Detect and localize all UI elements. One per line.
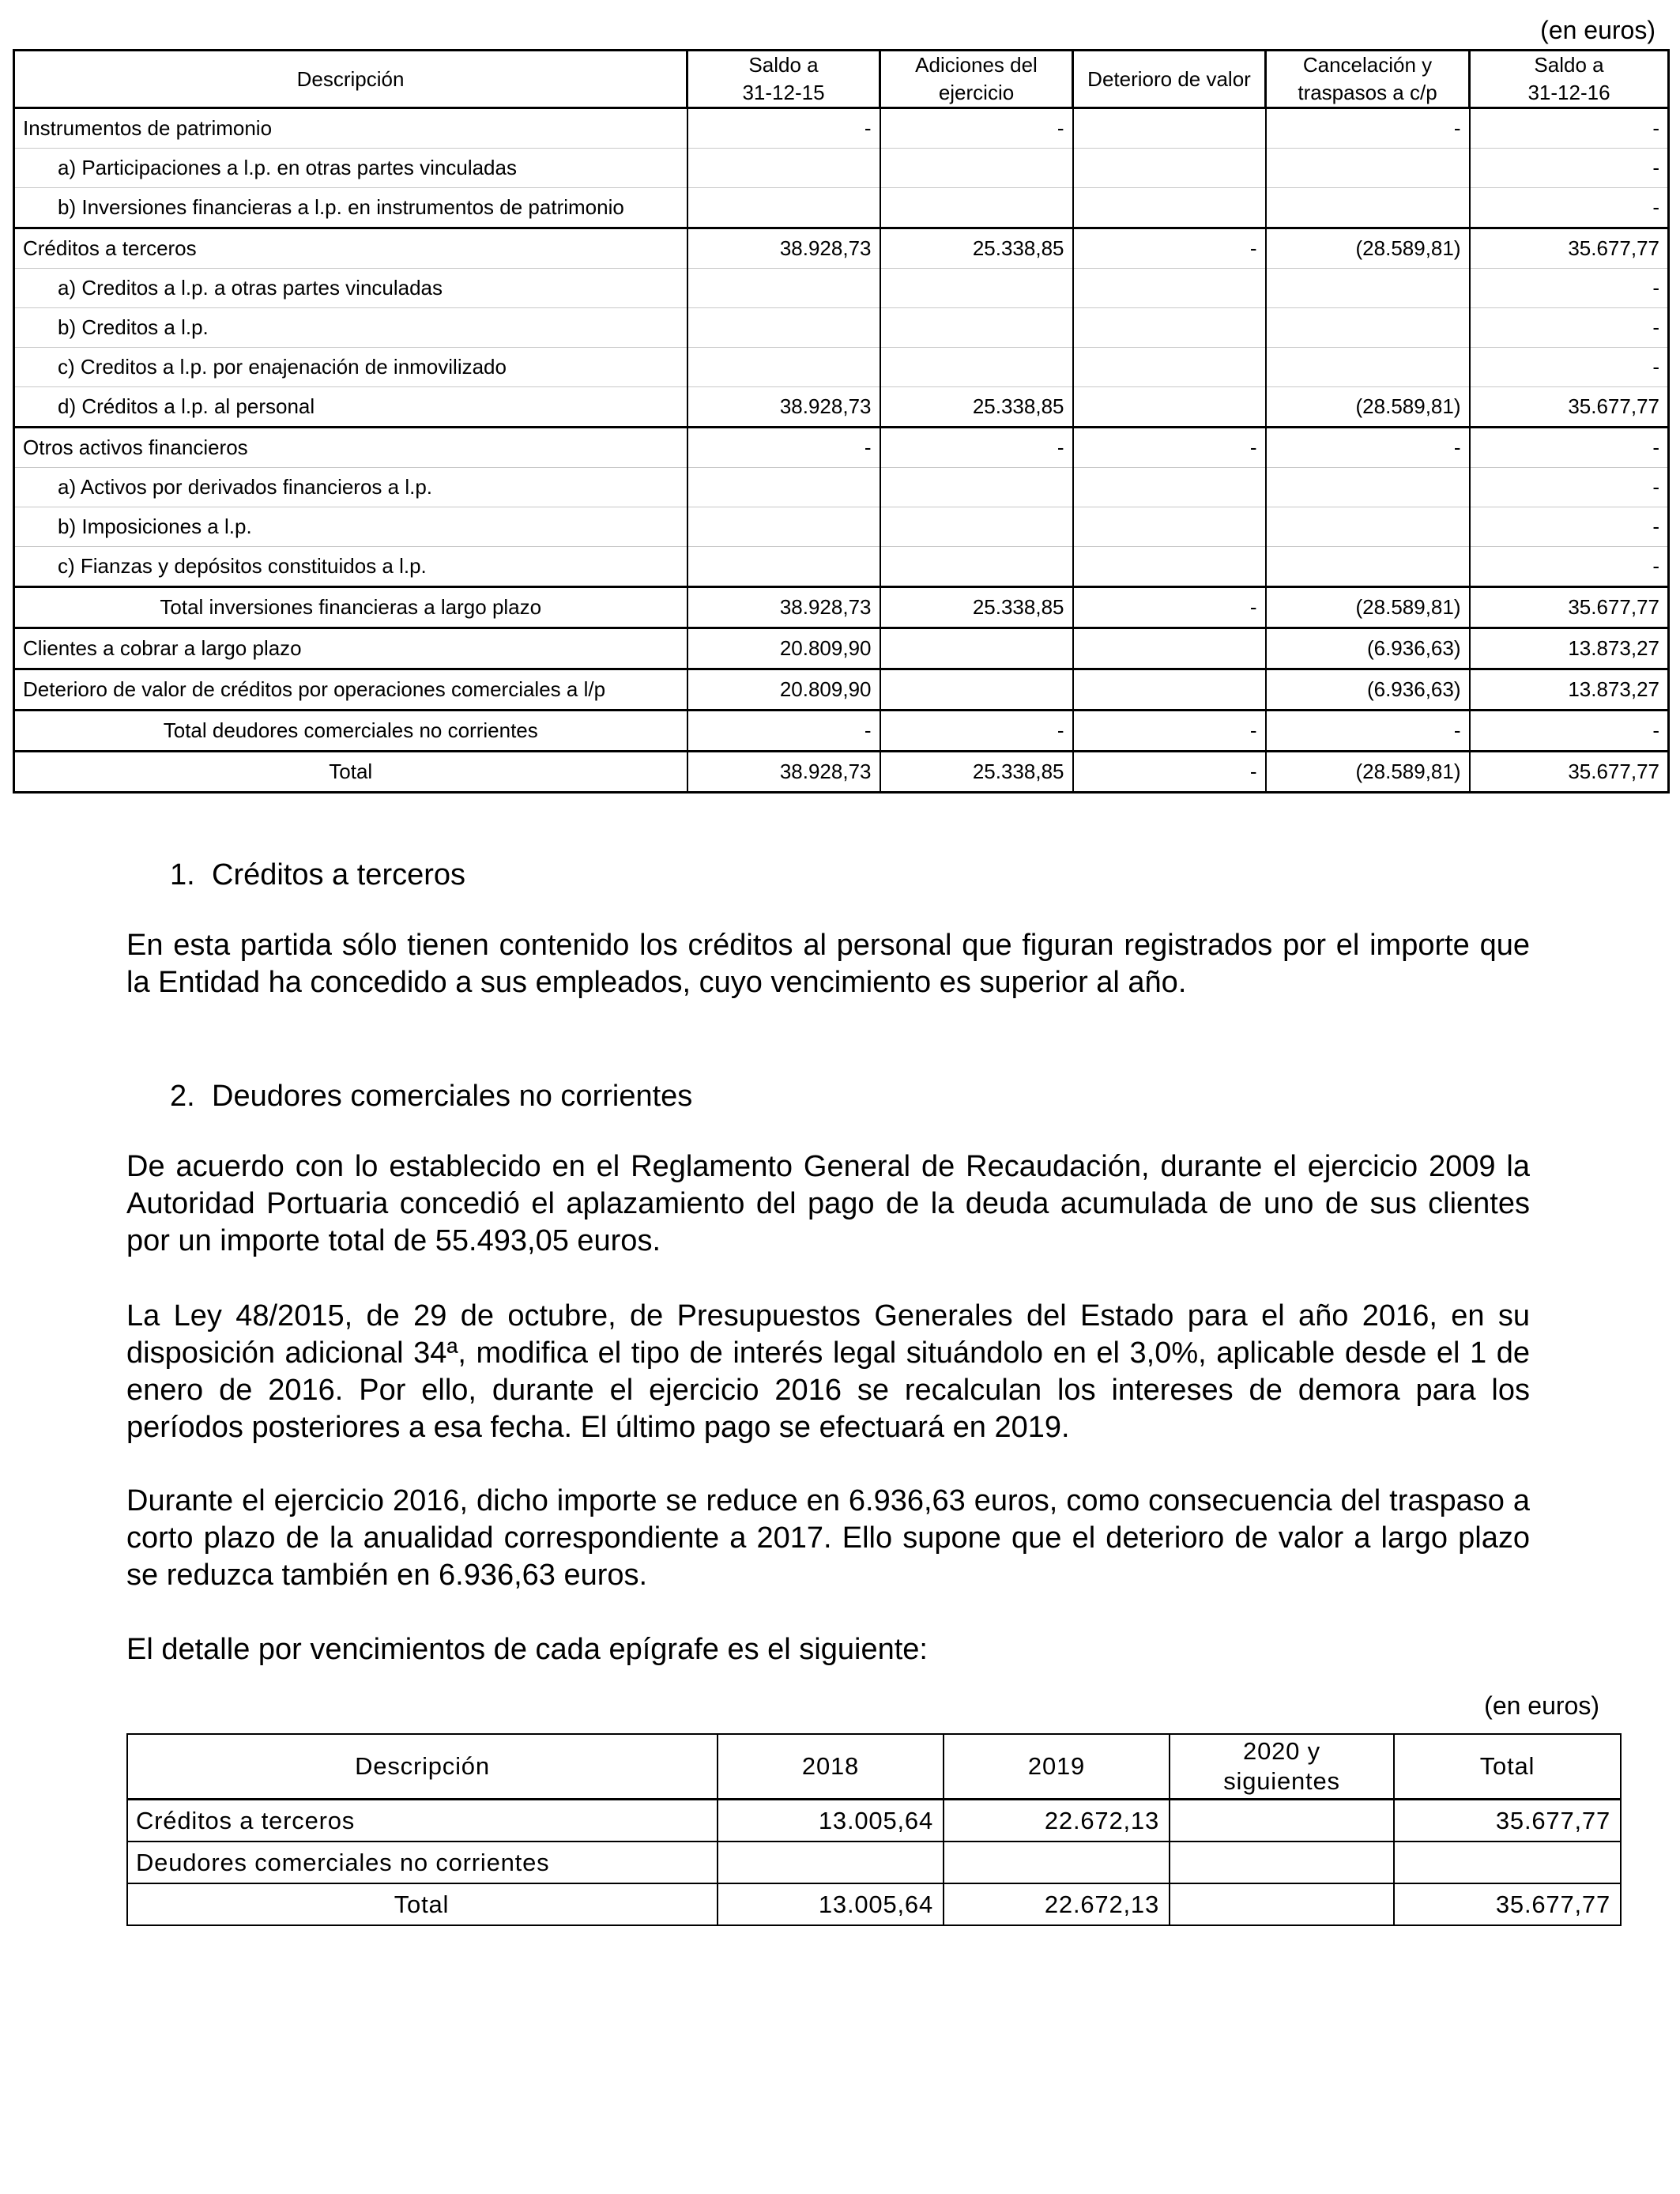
row-value: (6.936,63) <box>1266 669 1470 711</box>
row-value <box>880 149 1073 188</box>
row-description: d) Créditos a l.p. al personal <box>14 387 687 428</box>
row-value: - <box>1470 547 1669 587</box>
row-description: Total <box>14 752 687 793</box>
row-value: - <box>1073 428 1266 468</box>
table-row <box>127 1883 1621 1925</box>
row-value <box>1266 468 1470 507</box>
row-value: 13.873,27 <box>1470 628 1669 669</box>
row-value: - <box>1470 149 1669 188</box>
row-value: 25.338,85 <box>880 387 1073 428</box>
row-value: (28.589,81) <box>1266 587 1470 628</box>
row-description: Instrumentos de patrimonio <box>14 108 687 149</box>
table-row <box>14 628 1669 669</box>
row-value: - <box>1073 752 1266 793</box>
row-value <box>880 507 1073 547</box>
row-description: Deterioro de valor de créditos por operaciones comerciales a l/p <box>14 669 687 711</box>
row-value: - <box>687 108 880 149</box>
section2-paragraph-4: El detalle por vencimientos de cada epígrafe es el siguiente: <box>126 1633 928 1666</box>
row-value: 35.677,77 <box>1394 1800 1621 1842</box>
row-value: (28.589,81) <box>1266 752 1470 793</box>
row-value: 25.338,85 <box>880 228 1073 269</box>
row-value: - <box>880 108 1073 149</box>
row-value: 25.338,85 <box>880 587 1073 628</box>
row-value <box>1170 1800 1394 1842</box>
row-description: b) Imposiciones a l.p. <box>14 507 687 547</box>
row-description: c) Creditos a l.p. por enajenación de inmovilizado <box>14 348 687 387</box>
table-row <box>14 108 1669 149</box>
row-value: 35.677,77 <box>1470 228 1669 269</box>
table-row <box>14 428 1669 468</box>
row-value: 35.677,77 <box>1470 387 1669 428</box>
row-value: - <box>1470 188 1669 228</box>
row-value <box>1073 387 1266 428</box>
table-row <box>127 1842 1621 1883</box>
section2-paragraph-3: Durante el ejercicio 2016, dicho importe se reduce en 6.936,63 euros, como consecuencia del traspaso a corto plazo de la anualidad correspondiente a 2017. Ello supone que el deterioro de valor a largo plazo se reduzca también en 6.936,63 euros. <box>126 1484 1530 1592</box>
row-value <box>1073 188 1266 228</box>
row-value: - <box>1470 507 1669 547</box>
row-description: a) Creditos a l.p. a otras partes vinculadas <box>14 269 687 308</box>
row-value <box>880 547 1073 587</box>
section2-heading: 2. Deudores comerciales no corrientes <box>170 1080 693 1113</box>
row-value: 22.672,13 <box>944 1800 1170 1842</box>
header-saldo-inicial: Saldo a 31-12-15 <box>687 51 880 108</box>
header-deterioro: Deterioro de valor <box>1073 51 1266 108</box>
row-value <box>687 348 880 387</box>
row-value <box>1266 348 1470 387</box>
row-value <box>1170 1842 1394 1883</box>
row-value <box>687 269 880 308</box>
row-value: 35.677,77 <box>1394 1883 1621 1925</box>
row-value <box>944 1842 1170 1883</box>
maturity-table <box>126 1733 1622 1926</box>
row-value: - <box>1266 428 1470 468</box>
row-value: - <box>687 428 880 468</box>
table-row <box>14 547 1669 587</box>
row-value <box>687 149 880 188</box>
row-value: (28.589,81) <box>1266 228 1470 269</box>
row-value <box>687 507 880 547</box>
row-description: Total inversiones financieras a largo plazo <box>14 587 687 628</box>
row-value <box>880 188 1073 228</box>
row-value: 13.005,64 <box>718 1883 944 1925</box>
row-value <box>1073 547 1266 587</box>
row-value <box>1073 507 1266 547</box>
row-description: a) Activos por derivados financieros a l.p. <box>14 468 687 507</box>
row-description: b) Creditos a l.p. <box>14 308 687 348</box>
row-value: - <box>1073 228 1266 269</box>
table-row <box>14 387 1669 428</box>
table-row <box>14 587 1669 628</box>
row-value: 13.873,27 <box>1470 669 1669 711</box>
row-value: 20.809,90 <box>687 628 880 669</box>
row-value: - <box>687 711 880 752</box>
header-2019: 2019 <box>944 1734 1170 1800</box>
row-value <box>1073 308 1266 348</box>
table-row <box>14 752 1669 793</box>
row-value <box>1073 269 1266 308</box>
row-value <box>687 188 880 228</box>
row-description: Créditos a terceros <box>14 228 687 269</box>
row-value <box>1073 348 1266 387</box>
row-description: a) Participaciones a l.p. en otras partes vinculadas <box>14 149 687 188</box>
header-descripcion: Descripción <box>14 51 687 108</box>
row-value <box>880 348 1073 387</box>
table-row <box>14 228 1669 269</box>
table-row <box>14 507 1669 547</box>
row-value <box>1073 149 1266 188</box>
row-value: - <box>1470 308 1669 348</box>
table-row <box>14 669 1669 711</box>
section2-paragraph-2: La Ley 48/2015, de 29 de octubre, de Presupuestos Generales del Estado para el año 2016, en su disposición adicional 34ª, modifica el tipo de interés legal situándolo en el 3,0%, aplicable desde el 1 de enero de 2016. Por ello, durante el ejercicio 2016 se recalculan los intereses de demora para los períodos posteriores a esa fecha. El último pago se efectuará en 2019. <box>126 1299 1530 1444</box>
row-value <box>1266 188 1470 228</box>
row-value <box>687 308 880 348</box>
row-value: 38.928,73 <box>687 587 880 628</box>
header-2020-y-siguientes: 2020 y siguientes <box>1170 1734 1394 1800</box>
row-value: 35.677,77 <box>1470 587 1669 628</box>
row-value <box>718 1842 944 1883</box>
header-2018: 2018 <box>718 1734 944 1800</box>
row-value <box>1266 269 1470 308</box>
row-value: 22.672,13 <box>944 1883 1170 1925</box>
row-value: 13.005,64 <box>718 1800 944 1842</box>
row-value: - <box>1266 108 1470 149</box>
row-description: Total <box>127 1883 718 1925</box>
header-adiciones: Adiciones del ejercicio <box>880 51 1073 108</box>
table2-unit: (en euros) <box>1484 1691 1599 1720</box>
section1-paragraph: En esta partida sólo tienen contenido los créditos al personal que figuran registrados por el importe que la Entidad ha concedido a sus empleados, cuyo vencimiento es superior al año. <box>126 929 1530 999</box>
row-value: - <box>1470 428 1669 468</box>
row-value: - <box>1470 711 1669 752</box>
table-row <box>14 711 1669 752</box>
row-value <box>1266 149 1470 188</box>
row-value <box>1073 628 1266 669</box>
row-value: - <box>880 711 1073 752</box>
row-value: 20.809,90 <box>687 669 880 711</box>
financial-investments-table <box>13 49 1670 794</box>
table-row <box>14 188 1669 228</box>
section2-paragraph-1: De acuerdo con lo establecido en el Reglamento General de Recaudación, durante el ejercicio 2009 la Autoridad Portuaria concedió el aplazamiento del pago de la deuda acumulada de uno de sus clientes por un importe total de 55.493,05 euros. <box>126 1150 1530 1257</box>
row-value <box>1266 507 1470 547</box>
row-value: (6.936,63) <box>1266 628 1470 669</box>
row-value <box>687 468 880 507</box>
table-row <box>14 149 1669 188</box>
row-description: Total deudores comerciales no corrientes <box>14 711 687 752</box>
row-value: (28.589,81) <box>1266 387 1470 428</box>
row-value <box>1266 308 1470 348</box>
row-value: - <box>1470 269 1669 308</box>
row-description: Deudores comerciales no corrientes <box>127 1842 718 1883</box>
row-value: 38.928,73 <box>687 387 880 428</box>
header-saldo-final: Saldo a 31-12-16 <box>1470 51 1669 108</box>
row-value <box>687 547 880 587</box>
row-value <box>880 628 1073 669</box>
row-description: Clientes a cobrar a largo plazo <box>14 628 687 669</box>
row-value: - <box>1073 711 1266 752</box>
section1-heading: 1. Créditos a terceros <box>170 858 466 892</box>
row-value: - <box>1266 711 1470 752</box>
row-value <box>880 308 1073 348</box>
row-value: - <box>1470 108 1669 149</box>
table-header-row <box>14 51 1669 108</box>
row-value <box>1073 669 1266 711</box>
row-description: c) Fianzas y depósitos constituidos a l.p. <box>14 547 687 587</box>
header-cancelacion: Cancelación y traspasos a c/p <box>1266 51 1470 108</box>
row-value <box>880 468 1073 507</box>
table-row <box>127 1800 1621 1842</box>
row-value <box>880 669 1073 711</box>
table-row <box>14 468 1669 507</box>
row-value <box>1266 547 1470 587</box>
row-value: 38.928,73 <box>687 228 880 269</box>
row-value: - <box>1470 468 1669 507</box>
table-row <box>14 308 1669 348</box>
row-value: 38.928,73 <box>687 752 880 793</box>
header-descripcion: Descripción <box>127 1734 718 1800</box>
table-header-row <box>127 1734 1621 1800</box>
row-value <box>1394 1842 1621 1883</box>
header-total: Total <box>1394 1734 1621 1800</box>
table-row <box>14 269 1669 308</box>
row-value <box>880 269 1073 308</box>
row-value: - <box>1073 587 1266 628</box>
table-row <box>14 348 1669 387</box>
row-description: b) Inversiones financieras a l.p. en instrumentos de patrimonio <box>14 188 687 228</box>
row-description: Créditos a terceros <box>127 1800 718 1842</box>
row-value: - <box>880 428 1073 468</box>
table1-unit: (en euros) <box>1540 16 1656 44</box>
row-description: Otros activos financieros <box>14 428 687 468</box>
row-value: 25.338,85 <box>880 752 1073 793</box>
row-value: 35.677,77 <box>1470 752 1669 793</box>
row-value <box>1073 468 1266 507</box>
row-value: - <box>1470 348 1669 387</box>
row-value <box>1073 108 1266 149</box>
row-value <box>1170 1883 1394 1925</box>
